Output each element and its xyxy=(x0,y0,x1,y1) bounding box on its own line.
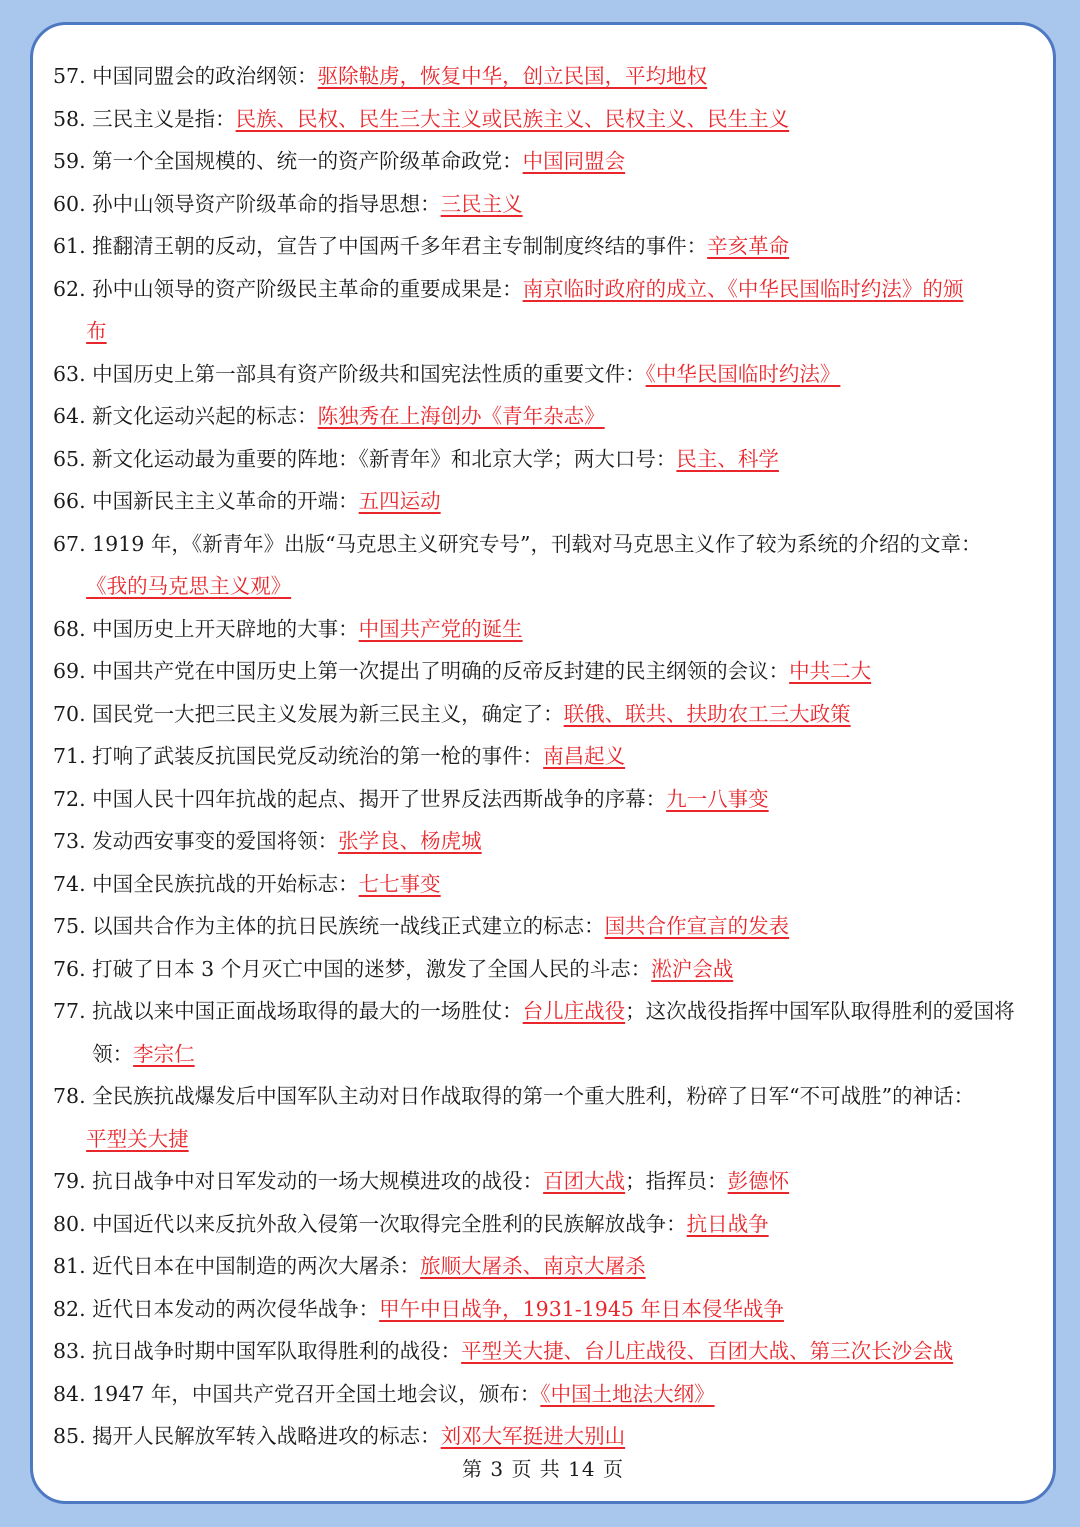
item-text xyxy=(92,778,1043,821)
answer-text: 九一八事变 xyxy=(666,786,769,811)
item-number: 57. xyxy=(53,64,86,88)
question-text: 抗日战争时期中国军队取得胜利的战役： xyxy=(92,1339,462,1363)
question-list xyxy=(53,55,1043,1458)
item-number: 76. xyxy=(53,956,86,981)
item-text xyxy=(92,480,1043,523)
answer-text: 平型关大捷、台儿庄战役、百团大战、第三次长沙会战 xyxy=(461,1339,954,1363)
item-number: 67. xyxy=(53,531,86,556)
question-text: 孙中山领导的资产阶级民主革命的重要成果是： xyxy=(92,276,523,301)
question-text-continued: ；这次战役指挥中国军队取得胜利的爱国将领： xyxy=(92,999,1015,1066)
answer-text-wrapped: 平型关大捷 xyxy=(86,1126,189,1151)
item-number: 84. xyxy=(53,1381,86,1406)
item-number: 58. xyxy=(53,106,86,131)
question-text: 中国全民族抗战的开始标志： xyxy=(92,871,359,896)
list-item xyxy=(53,98,1043,141)
question-text: 1947 年，中国共产党召开全国土地会议，颁布： xyxy=(92,1381,541,1406)
item-number: 62. xyxy=(53,276,86,301)
question-text: 1919 年，《新青年》出版“马克思主义研究专号”，刊载对马克思主义作了较为系统的介绍的文章： xyxy=(92,531,982,556)
answer-text: 中国共产党的诞生 xyxy=(358,616,523,641)
item-text xyxy=(92,693,1043,736)
answer-text: 民族、民权、民生三大主义或民族主义、民权主义、民生主义 xyxy=(235,106,790,131)
question-text: 揭开人民解放军转入战略进攻的标志： xyxy=(92,1424,441,1448)
list-item xyxy=(53,1415,1043,1458)
answer-text: 辛亥革命 xyxy=(707,234,790,258)
item-number: 61. xyxy=(53,234,86,258)
list-item xyxy=(53,1288,1043,1331)
list-item xyxy=(53,778,1043,821)
list-item xyxy=(53,1075,1043,1160)
item-number: 60. xyxy=(53,191,86,216)
list-item xyxy=(53,1330,1043,1373)
answer-text: 中共二大 xyxy=(789,659,872,683)
question-text: 近代日本发动的两次侵华战争： xyxy=(92,1296,380,1321)
answer-text: 《中华民国临时约法》 xyxy=(645,361,841,386)
item-text xyxy=(92,905,1043,948)
answer-text-wrapped: 布 xyxy=(86,319,107,343)
list-item xyxy=(53,140,1043,183)
question-text: 中国近代以来反抗外敌入侵第一次取得完全胜利的民族解放战争： xyxy=(92,1211,687,1236)
answer-text: 台儿庄战役 xyxy=(522,999,626,1023)
item-number: 69. xyxy=(53,659,86,683)
item-text xyxy=(92,608,1043,651)
list-item xyxy=(53,268,1043,353)
item-number: 77. xyxy=(53,999,86,1023)
question-text: 中国共产党在中国历史上第一次提出了明确的反帝反封建的民主纲领的会议： xyxy=(92,659,790,683)
item-text xyxy=(92,55,1043,98)
list-item xyxy=(53,735,1043,778)
list-item xyxy=(53,693,1043,736)
item-number: 81. xyxy=(53,1254,86,1278)
answer-text: 淞沪会战 xyxy=(651,956,734,981)
question-text: 抗日战争中对日军发动的一场大规模进攻的战役： xyxy=(92,1169,544,1193)
item-text xyxy=(92,183,1043,226)
item-text xyxy=(92,990,1043,1075)
answer-text: 国共合作宣言的发表 xyxy=(604,914,790,938)
item-number: 70. xyxy=(53,701,86,726)
item-text xyxy=(92,863,1043,906)
answer-text: 《中国土地法大纲》 xyxy=(540,1381,715,1406)
list-item xyxy=(53,225,1043,268)
question-text: 推翻清王朝的反动，宣告了中国两千多年君主专制制度终结的事件： xyxy=(92,234,708,258)
question-text: 发动西安事变的爱国将领： xyxy=(92,829,339,853)
item-number: 83. xyxy=(53,1339,86,1363)
page-footer: 第 3 页 共 14 页 xyxy=(462,1457,624,1481)
item-text xyxy=(86,523,1043,608)
item-number: 78. xyxy=(53,1084,86,1108)
question-text: 中国人民十四年抗战的起点、揭开了世界反法西斯战争的序幕： xyxy=(92,786,667,811)
answer-text: 南昌起义 xyxy=(543,744,626,768)
answer-text: 陈独秀在上海创办《青年杂志》 xyxy=(317,404,605,428)
question-text: 打响了武装反抗国民党反动统治的第一枪的事件： xyxy=(92,744,544,768)
list-item xyxy=(53,905,1043,948)
list-item xyxy=(53,948,1043,991)
item-text xyxy=(92,1288,1043,1331)
item-number: 63. xyxy=(53,361,86,386)
question-text: 国民党一大把三民主义发展为新三民主义，确定了： xyxy=(92,701,564,726)
item-number: 80. xyxy=(53,1211,86,1236)
list-item xyxy=(53,990,1043,1075)
item-text xyxy=(86,268,1043,353)
item-number: 64. xyxy=(53,404,86,428)
item-text xyxy=(92,820,1043,863)
list-item xyxy=(53,1373,1043,1416)
item-text xyxy=(92,650,1043,693)
item-text xyxy=(92,1373,1043,1416)
answer-text: 旅顺大屠杀、南京大屠杀 xyxy=(420,1254,646,1278)
item-number: 74. xyxy=(53,871,86,896)
answer-text: 驱除鞑虏，恢复中华，创立民国，平均地权 xyxy=(317,64,708,88)
list-item xyxy=(53,183,1043,226)
list-item xyxy=(53,650,1043,693)
list-item xyxy=(53,353,1043,396)
item-number: 72. xyxy=(53,786,86,811)
question-text: 第一个全国规模的、统一的资产阶级革命政党： xyxy=(92,149,523,173)
answer-text: 甲午中日战争，1931-1945 年日本侵华战争 xyxy=(379,1296,784,1321)
list-item xyxy=(53,438,1043,481)
answer-text: 南京临时政府的成立、《中华民国临时约法》的颁 xyxy=(522,276,964,301)
item-number: 85. xyxy=(53,1424,86,1448)
answer-text: 中国同盟会 xyxy=(522,149,626,173)
question-text: 中国新民主主义革命的开端： xyxy=(92,489,359,513)
question-text: 孙中山领导资产阶级革命的指导思想： xyxy=(92,191,441,216)
item-text xyxy=(92,353,1043,396)
item-text xyxy=(92,1203,1043,1246)
list-item xyxy=(53,863,1043,906)
answer-text: 七七事变 xyxy=(358,871,441,896)
item-number: 82. xyxy=(53,1296,86,1321)
list-item xyxy=(53,1160,1043,1203)
answer-text: 抗日战争 xyxy=(686,1211,769,1236)
item-text xyxy=(92,98,1043,141)
item-number: 75. xyxy=(53,914,86,938)
item-number: 66. xyxy=(53,489,86,513)
question-text: 三民主义是指： xyxy=(92,106,236,131)
question-text: 全民族抗战爆发后中国军队主动对日作战取得的第一个重大胜利，粉碎了日军“不可战胜”的神话： xyxy=(92,1084,975,1108)
item-text xyxy=(92,1330,1043,1373)
question-text: 抗战以来中国正面战场取得的最大的一场胜仗： xyxy=(92,999,523,1023)
question-text-continued: ；指挥员： xyxy=(625,1169,728,1193)
question-text: 新文化运动兴起的标志： xyxy=(92,404,318,428)
question-text: 中国历史上开天辟地的大事： xyxy=(92,616,359,641)
list-item xyxy=(53,395,1043,438)
answer-text: 百团大战 xyxy=(543,1169,626,1193)
item-text xyxy=(92,735,1043,778)
page-sheet xyxy=(30,22,1056,1504)
item-text xyxy=(92,1415,1043,1458)
list-item xyxy=(53,480,1043,523)
answer-text: 张学良、杨虎城 xyxy=(338,829,482,853)
list-item xyxy=(53,55,1043,98)
answer-text-secondary: 彭德怀 xyxy=(727,1169,790,1193)
item-number: 65. xyxy=(53,446,86,471)
question-text: 中国同盟会的政治纲领： xyxy=(92,64,318,88)
item-text xyxy=(92,1160,1043,1203)
item-text xyxy=(92,140,1043,183)
item-text xyxy=(92,395,1043,438)
answer-text: 民主、科学 xyxy=(676,446,779,471)
list-item xyxy=(53,1203,1043,1246)
list-item xyxy=(53,523,1043,608)
item-text xyxy=(92,948,1043,991)
question-text: 近代日本在中国制造的两次大屠杀： xyxy=(92,1254,421,1278)
answer-text: 三民主义 xyxy=(440,191,523,216)
item-number: 73. xyxy=(53,829,86,853)
answer-text-secondary: 李宗仁 xyxy=(133,1041,195,1066)
item-text xyxy=(92,225,1043,268)
item-number: 79. xyxy=(53,1169,86,1193)
item-text xyxy=(86,1075,1043,1160)
question-text: 中国历史上第一部具有资产阶级共和国宪法性质的重要文件： xyxy=(92,361,646,386)
question-text: 新文化运动最为重要的阵地：《新青年》和北京大学；两大口号： xyxy=(92,446,677,471)
item-number: 59. xyxy=(53,149,86,173)
list-item xyxy=(53,820,1043,863)
answer-text: 五四运动 xyxy=(358,489,441,513)
list-item xyxy=(53,1245,1043,1288)
list-item xyxy=(53,608,1043,651)
answer-text: 联俄、联共、扶助农工三大政策 xyxy=(563,701,851,726)
item-number: 68. xyxy=(53,616,86,641)
item-text xyxy=(92,1245,1043,1288)
question-text: 以国共合作为主体的抗日民族统一战线正式建立的标志： xyxy=(92,914,605,938)
question-text: 打破了日本 3 个月灭亡中国的迷梦，激发了全国人民的斗志： xyxy=(92,956,652,981)
item-number: 71. xyxy=(53,744,86,768)
answer-text: 刘邓大军挺进大别山 xyxy=(440,1424,626,1448)
answer-text-wrapped: 《我的马克思主义观》 xyxy=(86,574,292,598)
item-text xyxy=(92,438,1043,481)
